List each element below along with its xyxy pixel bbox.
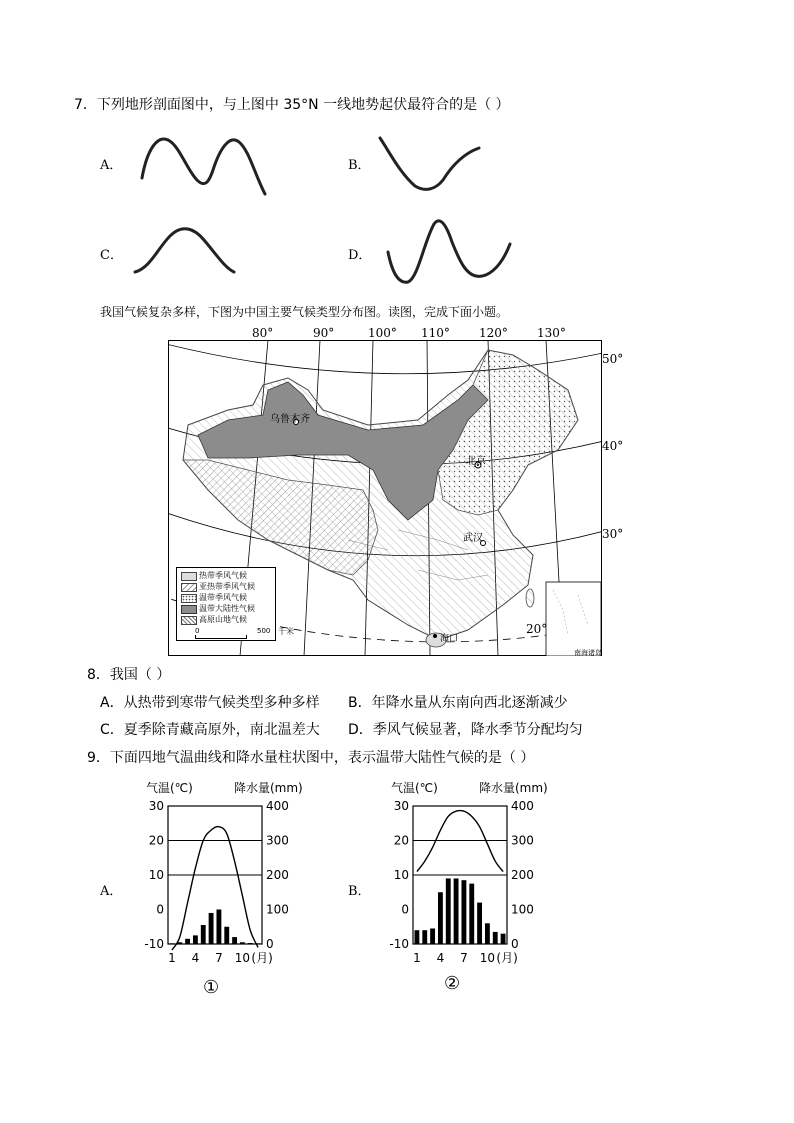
- scale-value: 500: [257, 627, 271, 635]
- month-unit-label: (月): [251, 951, 273, 965]
- temp-tick-label: 20: [393, 833, 409, 848]
- lon-label-130: 130°: [537, 326, 566, 340]
- precip-tick-label: 300: [266, 833, 289, 848]
- profile-d-image: [380, 212, 520, 292]
- precip-bar: [209, 913, 214, 944]
- q8-option-b[interactable]: B．年降水量从东南向西北逐渐减少: [348, 695, 568, 711]
- legend-swatch-tropical: [181, 572, 197, 581]
- climate-chart-2: [375, 774, 555, 970]
- temperature-curve: [172, 827, 258, 950]
- city-label-urumqi: 乌鲁木齐: [270, 414, 310, 425]
- legend-swatch-plateau: [181, 616, 197, 625]
- lon-label-110: 110°: [421, 326, 450, 340]
- precip-bar: [414, 930, 419, 944]
- temp-tick-label: 10: [148, 868, 164, 882]
- precip-axis-label: 降水量(mm): [479, 781, 548, 795]
- precip-bar: [501, 934, 506, 944]
- month-tick-label: 4: [436, 951, 445, 965]
- month-unit-label: (月): [496, 951, 518, 965]
- legend-label-plateau: 高原山地气候: [199, 615, 247, 624]
- lat-label-30: 30°: [602, 527, 624, 541]
- city-label-wuhan: 武汉: [463, 533, 483, 544]
- precip-tick-label: 300: [511, 833, 534, 848]
- scale-unit: 千米: [278, 627, 294, 636]
- precip-bar: [493, 932, 498, 944]
- temp-tick-label: 20: [148, 833, 164, 848]
- temp-tick-label: 0: [156, 902, 164, 917]
- precip-bar: [438, 892, 443, 944]
- q8-option-c[interactable]: C．夏季除青藏高原外，南北温差大: [100, 722, 320, 738]
- precip-tick-label: 200: [266, 868, 289, 882]
- precip-bar: [461, 880, 466, 944]
- temperature-curve: [417, 811, 503, 872]
- precip-tick-label: 100: [266, 902, 289, 917]
- lon-label-80: 80°: [252, 326, 274, 340]
- precip-bar: [469, 884, 474, 944]
- profile-a-image: [135, 130, 275, 200]
- legend-label-temperate-continental: 温带大陆性气候: [199, 604, 255, 613]
- month-tick-label: 7: [460, 951, 468, 965]
- inset-label: 南海诸岛: [574, 649, 602, 657]
- lat-label-40: 40°: [602, 439, 624, 453]
- precip-bar: [248, 943, 253, 944]
- legend-swatch-temperate-continental: [181, 605, 197, 614]
- lat-label-20: 20°: [526, 622, 548, 636]
- q8-stem: 8．我国（ ）: [87, 667, 171, 683]
- precip-bar: [193, 935, 198, 944]
- temp-tick-label: -10: [389, 937, 409, 951]
- lat-label-50: 50°: [602, 352, 624, 366]
- legend-label-temperate-monsoon: 温带季风气候: [199, 593, 247, 602]
- profile-b-image: [375, 128, 495, 198]
- month-tick-label: 1: [168, 951, 176, 965]
- q7-option-c[interactable]: C．: [100, 248, 123, 263]
- precip-bar: [185, 939, 190, 944]
- q7-option-d[interactable]: D．: [348, 248, 372, 263]
- q8-option-a[interactable]: A．从热带到寒带气候类型多种多样: [100, 695, 320, 711]
- month-tick-label: 10: [479, 951, 496, 965]
- precip-bar: [224, 927, 229, 944]
- map-intro: 我国气候复杂多样，下图为中国主要气候类型分布图。读图，完成下面小题。: [100, 305, 509, 319]
- scale-zero: 0: [195, 627, 200, 635]
- precip-bar: [232, 937, 237, 944]
- q9-stem: 9．下面四地气温曲线和降水量柱状图中，表示温带大陆性气候的是（ ）: [87, 750, 535, 766]
- month-tick-label: 4: [191, 951, 200, 965]
- temp-tick-label: -10: [144, 937, 164, 951]
- q7-option-a[interactable]: A．: [100, 158, 123, 173]
- temp-axis-label: 气温(℃): [391, 781, 438, 795]
- temp-tick-label: 10: [393, 868, 409, 882]
- month-tick-label: 1: [413, 951, 421, 965]
- q9-option-b[interactable]: B．: [348, 884, 371, 899]
- precip-bar: [216, 910, 221, 945]
- temp-tick-label: 30: [393, 799, 409, 813]
- precip-tick-label: 0: [511, 937, 519, 951]
- q9-option-a[interactable]: A．: [100, 884, 123, 899]
- temp-axis-label: 气温(℃): [146, 781, 193, 795]
- precip-bar: [477, 903, 482, 944]
- city-label-haikou: 海口: [440, 634, 459, 644]
- temp-tick-label: 30: [148, 799, 164, 813]
- month-tick-label: 7: [215, 951, 223, 965]
- precip-tick-label: 400: [511, 799, 534, 813]
- lon-label-100: 100°: [368, 326, 397, 340]
- precip-tick-label: 100: [511, 902, 534, 917]
- precip-bar: [169, 943, 174, 944]
- precip-tick-label: 0: [266, 937, 274, 951]
- month-tick-label: 10: [234, 951, 251, 965]
- precip-tick-label: 400: [266, 799, 289, 813]
- city-label-beijing: 北京: [466, 456, 486, 467]
- precip-bar: [485, 923, 490, 944]
- precip-axis-label: 降水量(mm): [234, 781, 303, 795]
- precip-bar: [430, 928, 435, 944]
- legend-swatch-subtropical: [181, 583, 197, 592]
- precip-bar: [422, 930, 427, 944]
- precip-bar: [240, 942, 245, 944]
- legend-swatch-temperate-monsoon: [181, 594, 197, 603]
- scale-bar: [195, 635, 247, 639]
- profile-c-image: [130, 218, 245, 278]
- chart-number-2: ②: [444, 973, 461, 994]
- precip-bar: [446, 878, 451, 944]
- climate-chart-1: [130, 774, 310, 970]
- lon-label-120: 120°: [479, 326, 508, 340]
- lon-label-90: 90°: [313, 326, 335, 340]
- chart-number-1: ①: [203, 977, 220, 998]
- q7-option-b[interactable]: B．: [348, 158, 371, 173]
- q7-stem: 7．下列地形剖面图中，与上图中 35°N 一线地势起伏最符合的是（ ）: [74, 97, 510, 113]
- precip-tick-label: 200: [511, 868, 534, 882]
- precip-bar: [201, 925, 206, 944]
- legend-label-tropical: 热带季风气候: [199, 571, 247, 580]
- map-legend: [176, 567, 276, 641]
- precip-bar: [454, 878, 459, 944]
- q8-option-d[interactable]: D．季风气候显著，降水季节分配均匀: [348, 722, 583, 738]
- legend-label-subtropical: 亚热带季风气候: [199, 582, 255, 591]
- temp-tick-label: 0: [401, 902, 409, 917]
